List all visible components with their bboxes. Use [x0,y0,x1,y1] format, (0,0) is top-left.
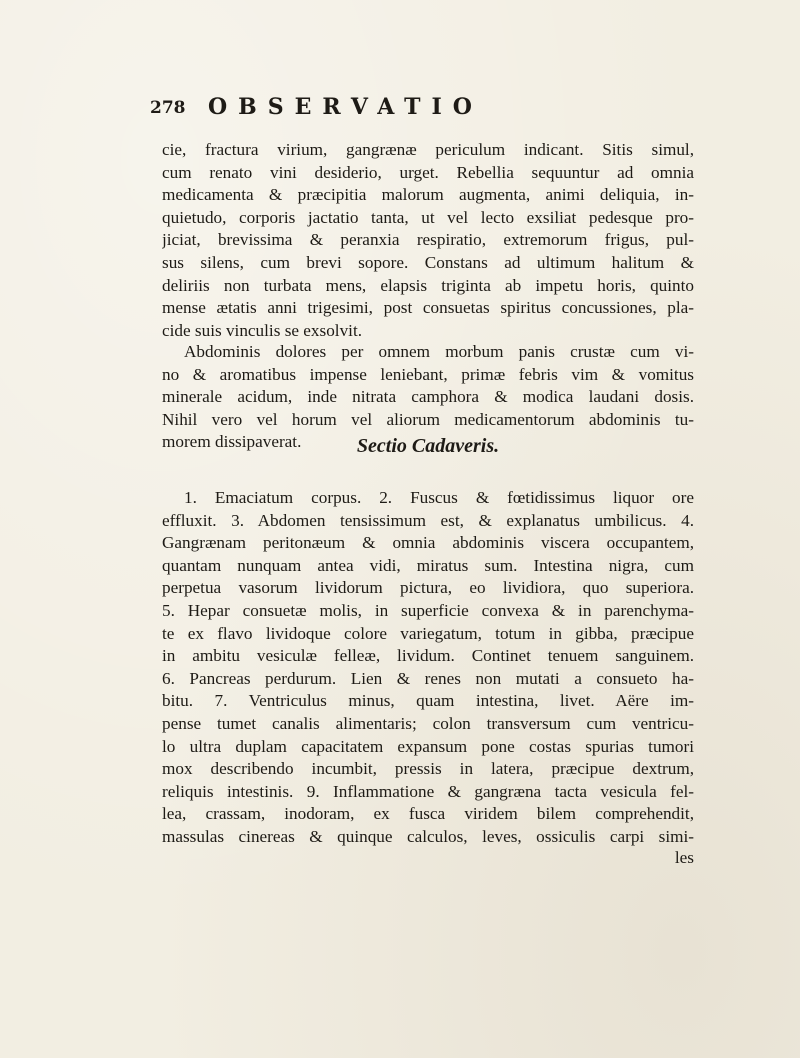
text-line: te ex flavo lividoque colore variegatum, totum in gibba, præcipue [162,623,694,643]
text-line: sus silens, cum brevi sopore. Constans ad ultimum halitum & [162,252,694,272]
catchword: les [674,848,694,867]
text-line: quietudo, corporis jactatio tanta, ut vel lecto exsiliat pedesque pro- [162,207,694,227]
text-line: medicamenta & præcipitia malorum augmenta, animi deliquia, in- [162,185,694,205]
text-line: effluxit. 3. Abdomen tensissimum est, & explanatus umbilicus. 4. [162,510,694,530]
text-line: Abdominis dolores per omnem morbum panis crustæ cum vi- [184,342,694,361]
text-line: jiciat, brevissima & peranxia respiratio, extremorum frigus, pul- [162,230,694,250]
text-line: cie, fractura virium, gangrænæ periculum indicant. Sitis simul, [162,140,694,159]
paragraph-1 [162,139,694,342]
section-heading: Sectio Cadaveris. [356,435,500,457]
text-line: cide suis vinculis se exsolvit. [162,320,363,340]
text-line: 5. Hepar consuetæ molis, in superficie convexa & in parenchyma- [162,600,694,620]
text-line: cum renato vini desiderio, urget. Rebellia sequuntur ad omnia [162,162,694,182]
text-line: 1. Emaciatum corpus. 2. Fuscus & fœtidissimus liquor ore [184,488,694,507]
text-line: in ambitu vesiculæ felleæ, lividum. Continet tenuem sanguinem. [162,646,694,666]
text-line: pense tumet canalis alimentaris; colon transversum cum ventricu- [162,713,694,733]
text-line: lea, crassam, inodoram, ex fusca viridem bilem comprehendit, [162,804,694,824]
text-line: mox describendo incumbit, pressis in latera, præcipue dextrum, [162,759,694,779]
text-line: massulas cinereas & quinque calculos, leves, ossiculis carpi simi- [162,826,694,846]
text-line: no & aromatibus impense leniebant, primæ febris vim & vomitus [162,364,694,384]
text-line: minerale acidum, inde nitrata camphora & modica laudani dosis. [162,387,694,407]
text-line: quantam nunquam antea vidi, miratus sum. Intestina nigra, cum [162,555,694,575]
text-line: perpetua vasorum lividorum pictura, eo lividiora, quo superiora. [162,578,694,598]
text-line: 6. Pancreas perdurum. Lien & renes non mutati a consueto ha- [162,668,694,688]
text-line: lo ultra duplam capacitatem expansum pone costas spurias tumori [162,736,694,756]
text-line: deliriis non turbata mens, elapsis triginta ab impetu horis, quinto [162,275,694,295]
paragraph-3 [162,487,694,849]
text-line: morem dissipaverat. [162,432,302,452]
text-line: Gangrænam peritonæum & omnia abdominis viscera occupantem, [162,533,694,553]
page-header [150,94,670,124]
text-line: mense ætatis anni trigesimi, post consuetas spiritus concussiones, pla- [162,298,694,318]
text-line: bitu. 7. Ventriculus minus, quam intestina, livet. Aëre im- [162,691,694,711]
running-head: OBSERVATIO [208,94,483,120]
page-number: 278 [150,98,186,118]
text-line: Nihil vero vel horum vel aliorum medicamentorum abdominis tu- [162,409,694,429]
text-line: reliquis intestinis. 9. Inflammatione & gangræna tacta vesicula fel- [162,781,694,801]
